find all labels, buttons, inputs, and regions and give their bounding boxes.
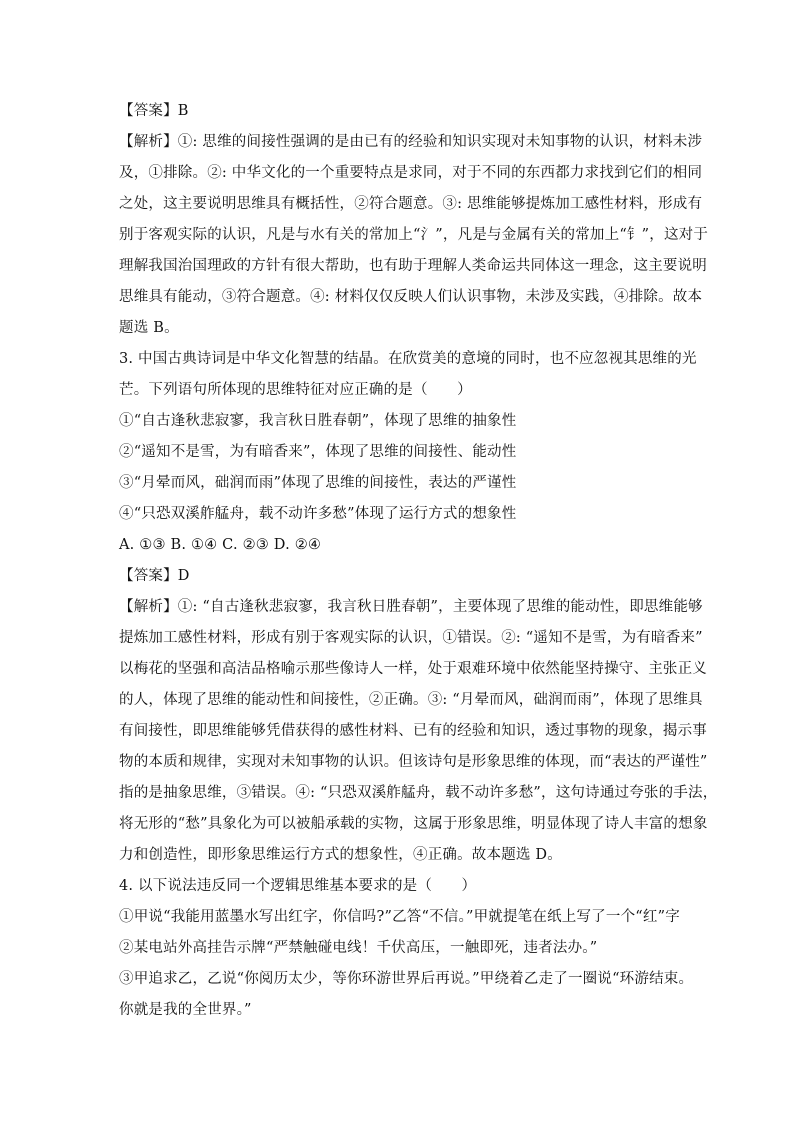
analysis-line: 力和创造性，即形象思维运行方式的想象性，④正确。故本题选 D。: [119, 847, 562, 863]
analysis-line: 别于客观实际的认识，凡是与水有关的常加上“氵”，凡是与金属有关的常加上“钅”，这对于: [119, 227, 709, 243]
analysis-line: 指的是抽象思维，③错误。④: “只恐双溪舴艋舟，载不动许多愁”，这句诗通过夸张的手法，: [119, 785, 718, 801]
question-3-stem: 3. 中国古典诗词是中华文化智慧的结晶。在欣赏美的意境的同时，也不应忽视其思维的光: [119, 351, 697, 367]
analysis-line: 【解析】①: 思维的间接性强调的是由已有的经验和知识实现对未知事物的认识，材料未涉: [119, 134, 703, 150]
analysis-line: 理解我国治国理政的方针有很大帮助，也有助于理解人类命运共同体这一理念，这主要说明: [119, 258, 707, 274]
question-3-option: ③“月晕而风，础润而雨”体现了思维的间接性，表达的严谨性: [119, 475, 517, 491]
question-3-option: ①“自古逢秋悲寂寥，我言秋日胜春朝”，体现了思维的抽象性: [119, 413, 517, 429]
analysis-line: 【解析】①: “自古逢秋悲寂寥，我言秋日胜春朝”，主要体现了思维的能动性，即思维能够: [119, 599, 703, 615]
analysis-line: 提炼加工感性材料，形成有别于客观实际的认识，①错误。②: “遥知不是雪，为有暗香来”: [119, 630, 703, 646]
question-4-option: ③甲追求乙，乙说“你阅历太少，等你环游世界后再说。”甲绕着乙走了一圈说“环游结束。: [119, 971, 694, 987]
answer-label-q3: 【答案】D: [119, 568, 190, 584]
question-3-option: ②“遥知不是雪，为有暗香来”，体现了思维的间接性、能动性: [119, 444, 517, 460]
question-3-choices: A. ①③ B. ①④ C. ②③ D. ②④: [119, 537, 322, 553]
analysis-line: 及，①排除。②: 中华文化的一个重要特点是求同，对于不同的东西都力求找到它们的相同: [119, 165, 703, 181]
analysis-line: 以梅花的坚强和高洁品格喻示那些像诗人一样，处于艰难环境中依然能坚持操守、主张正义: [119, 661, 707, 677]
analysis-line: 有间接性，即思维能够凭借获得的感性材料、已有的经验和知识，透过事物的现象，揭示事: [119, 723, 707, 739]
question-4-option: ②某电站外高挂告示牌“严禁触碰电线！千伏高压，一触即死，违者法办。”: [119, 940, 598, 956]
question-3-option: ④“只恐双溪舴艋舟，载不动许多愁”体现了运行方式的想象性: [119, 506, 517, 522]
analysis-line: 思维具有能动，③符合题意。④: 材料仅仅反映人们认识事物，未涉及实践，④排除。故本: [119, 289, 703, 305]
analysis-line: 将无形的“愁”具象化为可以被船承载的实物，这属于形象思维，明显体现了诗人丰富的想象: [119, 816, 708, 832]
analysis-line: 物的本质和规律，实现对未知事物的认识。但该诗句是形象思维的体现，而“表达的严谨性”: [119, 754, 708, 770]
question-4-stem: 4. 以下说法违反同一个逻辑思维基本要求的是（ ）: [119, 878, 477, 894]
analysis-line: 的人，体现了思维的能动性和间接性，②正确。③: “月晕而风，础润而雨”，体现了思维具: [119, 692, 703, 708]
analysis-line: 题选 B。: [119, 320, 179, 336]
question-3-stem: 芒。下列语句所体现的思维特征对应正确的是（ ）: [119, 382, 472, 398]
question-4-option: 你就是我的全世界。”: [119, 1002, 252, 1018]
analysis-line: 之处，这主要说明思维具有概括性，②符合题意。③: 思维能够提炼加工感性材料，形成有: [119, 196, 703, 212]
question-4-option: ①甲说“我能用蓝墨水写出红字，你信吗?”乙答“不信。”甲就提笔在纸上写了一个“红”字: [119, 909, 680, 925]
answer-label-q2: 【答案】B: [119, 103, 189, 119]
